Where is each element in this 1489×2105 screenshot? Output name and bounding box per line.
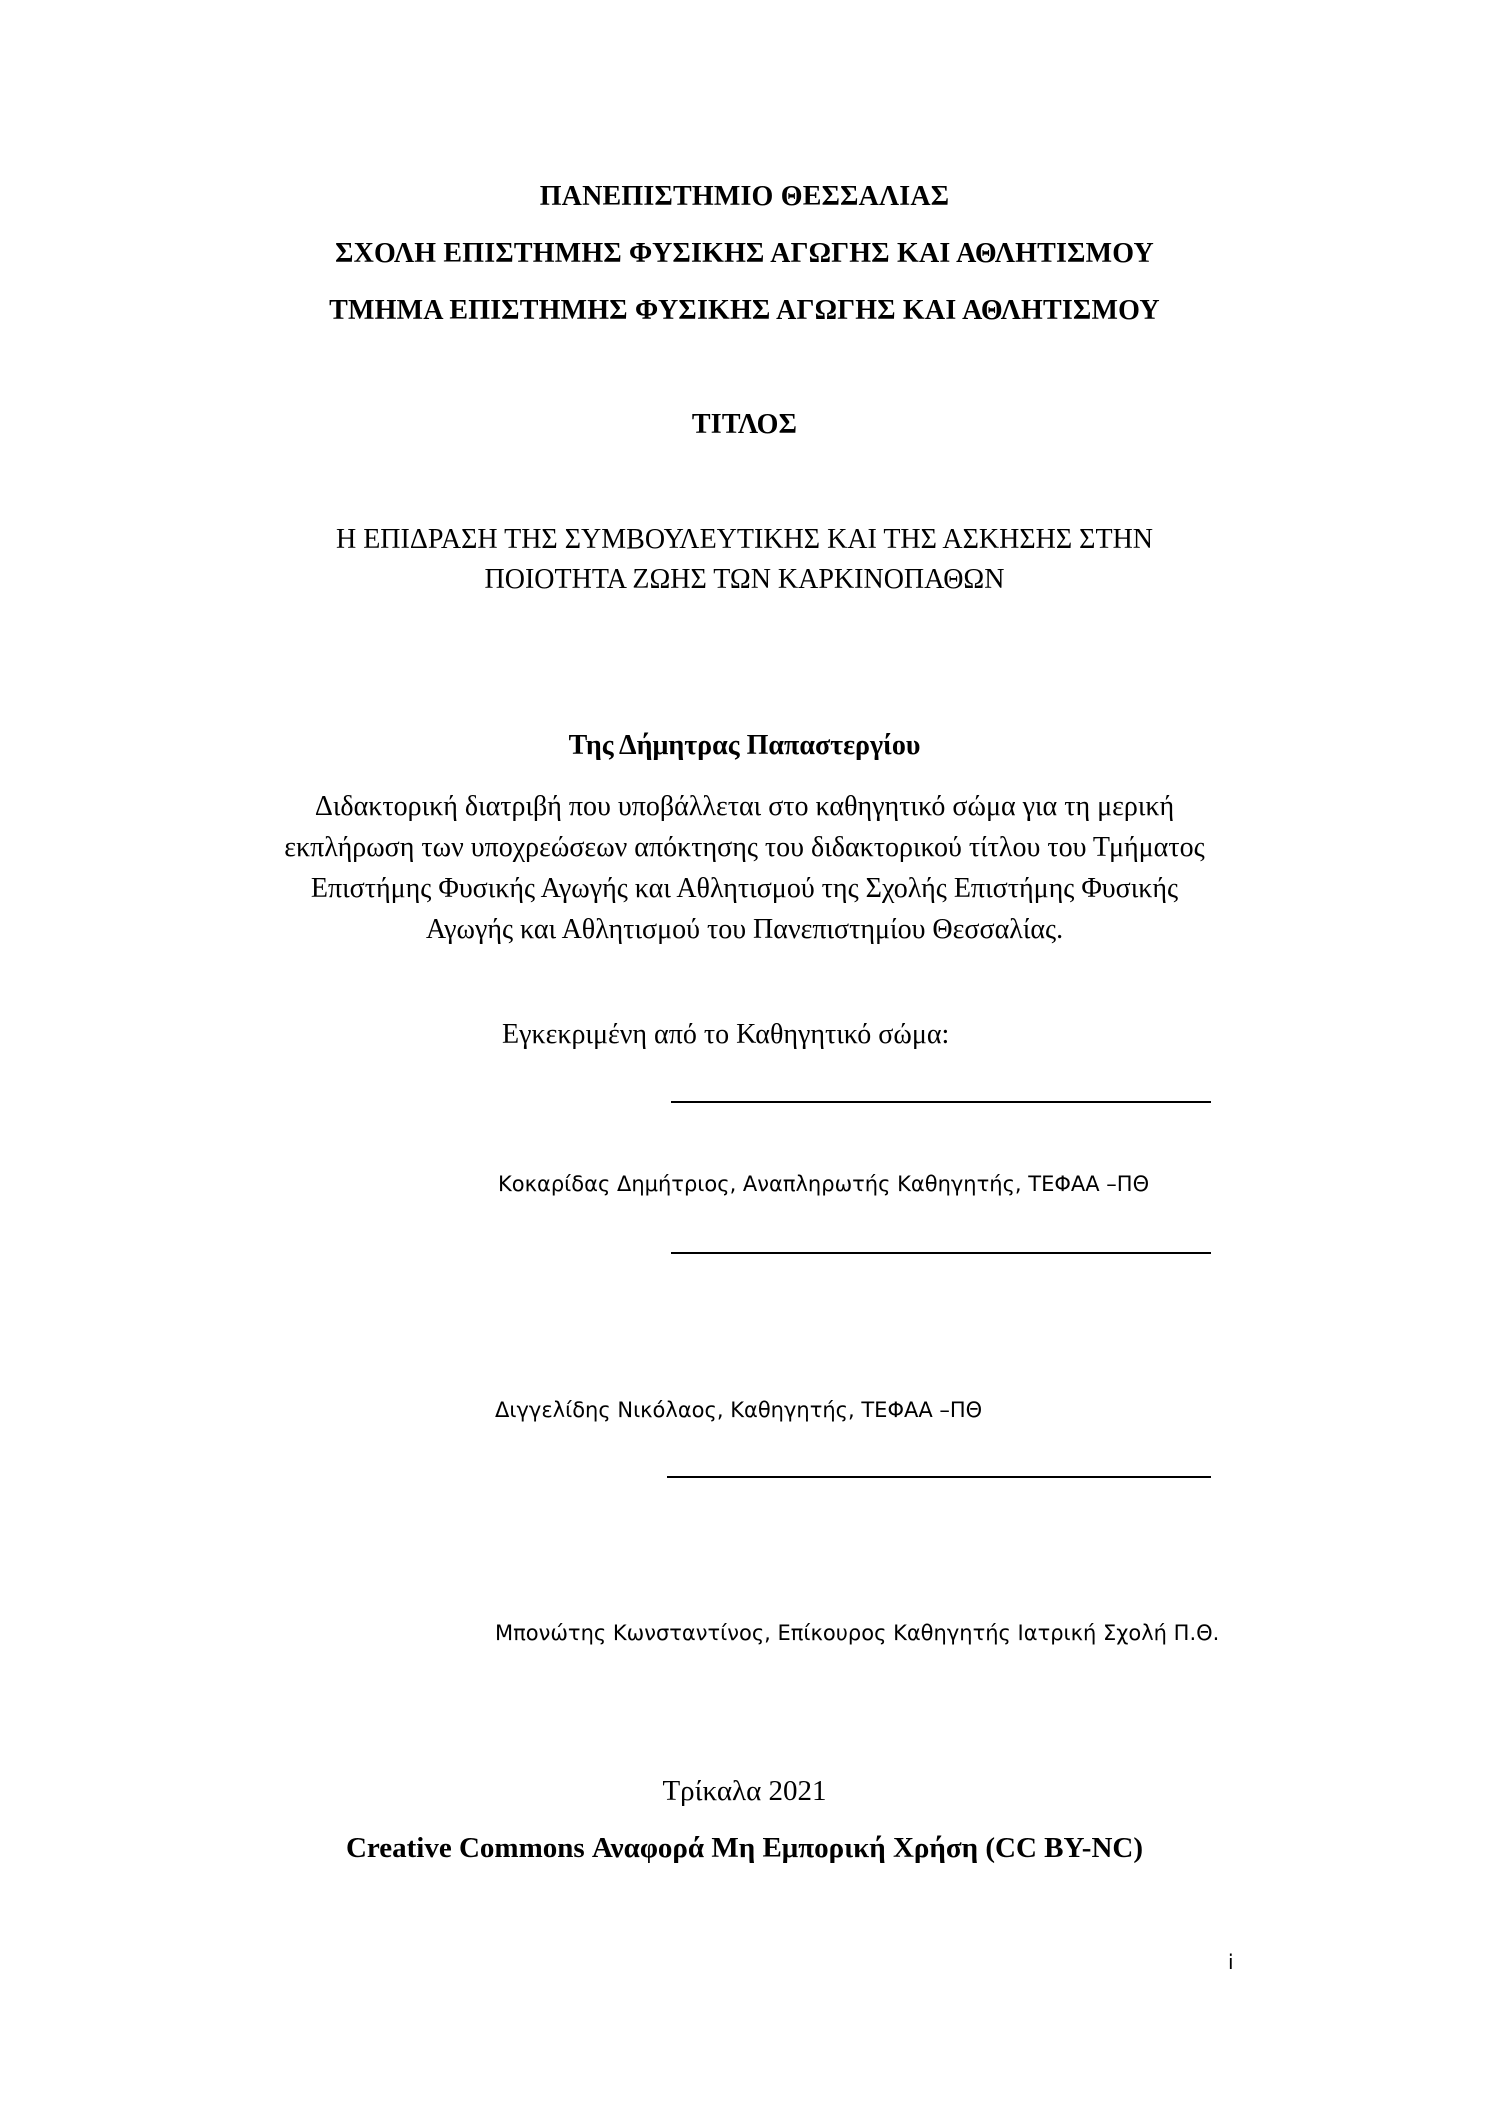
place-year: Τρίκαλα 2021 [662,1775,827,1807]
signature-line-3 [667,1476,1211,1478]
university-name: ΠΑΝΕΠΙΣΤΗΜΙΟ ΘΕΣΣΑΛΙΑΣ [539,181,950,212]
author-name: Της Δήμητρας Παπαστεργίου [568,730,921,761]
title-label: ΤΙΤΛΟΣ [691,409,798,440]
description-line-2: εκπλήρωση των υποχρεώσεων απόκτησης του διδακτορικού τίτλου του Τμήματος [284,832,1205,863]
description-line-3: Επιστήμης Φυσικής Αγωγής και Αθλητισμού της Σχολής Επιστήμης Φυσικής [310,873,1179,904]
page-number: i [1228,1950,1234,1974]
committee-member-2: Διγγελίδης Νικόλαος, Καθηγητής, ΤΕΦΑΑ –ΠΘ [495,1398,983,1422]
description-line-1: Διδακτορική διατριβή που υποβάλλεται στο καθηγητικό σώμα για τη μερική [314,791,1175,822]
thesis-title-line-2: ΠΟΙΟΤΗΤΑ ΖΩΗΣ ΤΩΝ ΚΑΡΚΙΝΟΠΑΘΩΝ [484,564,1005,595]
description-line-4: Αγωγής και Αθλητισμού του Πανεπιστημίου Θεσσαλίας. [425,914,1064,945]
thesis-title-line-1: Η ΕΠΙΔΡΑΣΗ ΤΗΣ ΣΥΜΒΟΥΛΕΥΤΙΚΗΣ ΚΑΙ ΤΗΣ ΑΣΚΗΣΗΣ ΣΤΗΝ [335,524,1154,555]
license-text: Creative Commons Αναφορά Μη Εμπορική Χρήση (CC BY-NC) [345,1832,1144,1864]
school-name: ΣΧΟΛΗ ΕΠΙΣΤΗΜΗΣ ΦΥΣΙΚΗΣ ΑΓΩΓΗΣ ΚΑΙ ΑΘΛΗΤΙΣΜΟΥ [335,238,1154,269]
signature-line-1 [671,1101,1211,1103]
department-name: ΤΜΗΜΑ ΕΠΙΣΤΗΜΗΣ ΦΥΣΙΚΗΣ ΑΓΩΓΗΣ ΚΑΙ ΑΘΛΗΤΙΣΜΟΥ [329,295,1160,326]
signature-line-2 [671,1252,1211,1254]
committee-member-1: Κοκαρίδας Δημήτριος, Αναπληρωτής Καθηγητής, ΤΕΦΑΑ –ΠΘ [498,1172,1150,1196]
committee-member-3: Μπονώτης Κωνσταντίνος, Επίκουρος Καθηγητής Ιατρική Σχολή Π.Θ. [495,1621,1220,1645]
approval-label: Εγκεκριμένη από το Καθηγητικό σώμα: [502,1019,950,1050]
